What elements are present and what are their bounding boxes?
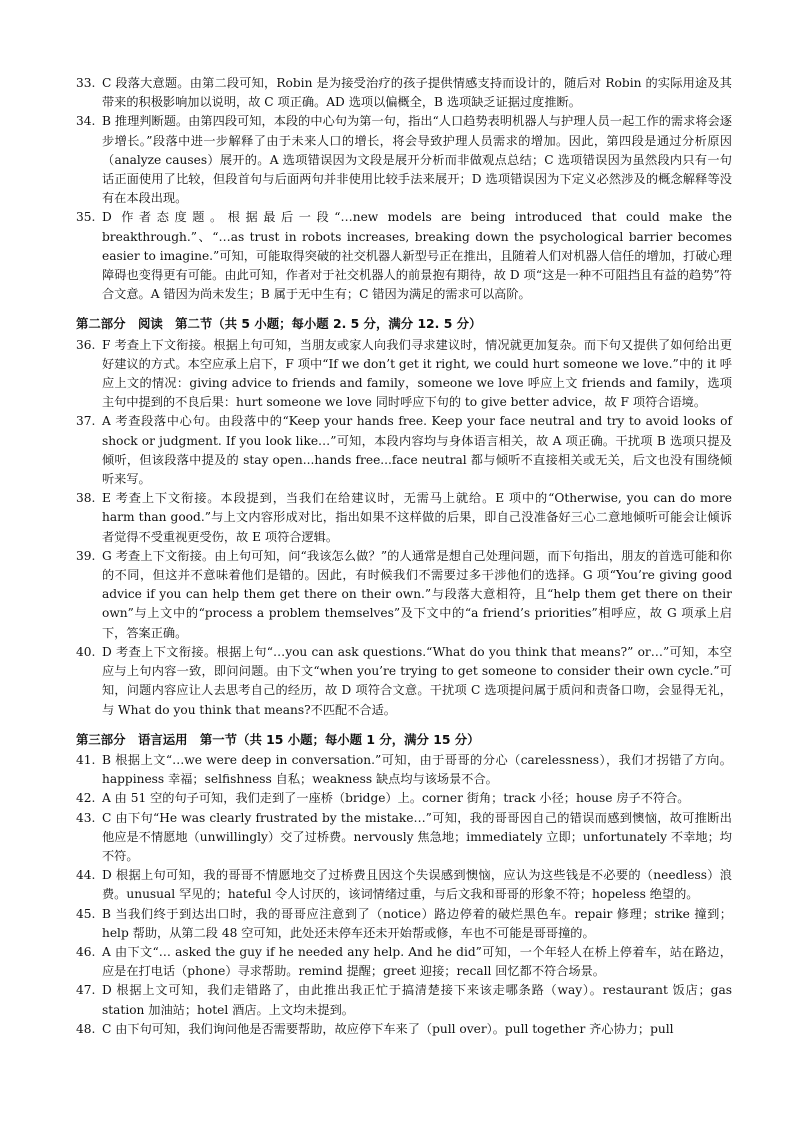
section-heading-reading-part-two: 第二部分 阅读 第二节（共 5 小题；每小题 2. 5 分，满分 12. 5 分）	[76, 316, 482, 332]
section-heading-language-use: 第三部分 语言运用 第一节（共 15 小题；每小题 1 分，满分 15 分）	[76, 731, 480, 747]
answer-item	[76, 905, 732, 943]
answer-item	[76, 943, 732, 981]
question-number: 33.	[76, 76, 96, 90]
answer-item	[76, 643, 732, 720]
question-number: 43.	[76, 810, 96, 825]
answer-item	[76, 412, 732, 489]
answer-item	[76, 336, 732, 413]
answer-explanation: B 当我们终于到达出口时，我的哥哥应注意到了（notice）路边停着的破烂黑色车。repair 修理；strike 撞到；help 帮助，从第二段 48 空可知，此处还未停车还未开始帮或修，车也不可能是哥哥撞的。	[102, 906, 732, 940]
question-number: 38.	[76, 491, 96, 506]
answer-explanation: D 根据上句可知，我的哥哥不情愿地交了过桥费且因这个失误感到懊恼，应认为这些钱是不必要的（needless）浪费。unusual 罕见的；hateful 令人讨厌的，该词情绪过重，与后文我和哥哥的形象不符；hopeless 绝望的。	[102, 868, 732, 902]
answer-explanation: C 由下句可知，我们询问他是否需要帮助，故应停下车来了（pull over）。pull together 齐心协力；pull	[102, 1021, 674, 1036]
answer-explanation: B 根据上文“…we were deep in conversation.”可知，由于哥哥的分心（carelessness），我们才拐错了方向。happiness 幸福；selfishness 自私；weakness 缺点均与该场景不合。	[102, 752, 732, 787]
answer-block-part-two	[76, 336, 732, 720]
question-number: 47.	[76, 983, 96, 998]
question-number: 35.	[76, 210, 96, 225]
answer-explanation: A 由 51 空的句子可知，我们走到了一座桥（bridge）上。corner 街角；track 小径；house 房子不符合。	[102, 791, 690, 806]
answer-item	[76, 809, 732, 867]
answer-item	[76, 1020, 732, 1039]
answer-explanation: C 由下句“He was clearly frustrated by the mistake…”可知，我的哥哥因自己的错误而感到懊恼，故可推断出他应是不情愿地（unwillingly）交了过桥费。nervously 焦急地；immediately 立即；unfortunately 不幸地；均不符。	[102, 810, 732, 863]
answer-item	[76, 789, 732, 808]
question-number: 45.	[76, 906, 96, 921]
answer-explanation: D 根据上文可知，我们走错路了，由此推出我正忙于搞清楚接下来该走哪条路（way）。restaurant 饭店；gas station 加油站；hotel 酒店。上文均未提到。	[102, 983, 732, 1017]
answer-item	[76, 112, 732, 208]
answer-explanation: A 由下文“… asked the guy if he needed any help. And he did”可知，一个年轻人在桥上停着车，站在路边，应是在打电话（phone）寻求帮助。remind 提醒；greet 迎接；recall 回忆都不符合场景。	[102, 944, 732, 979]
answer-explanation: A 考查段落中心句。由段落中的“Keep your hands free. Keep your face neutral and try to avoid looks of shock or judgment. If you look like…”可知，本段内容均与身体语言相关，故 A 项正确。干扰项 B 选项只提及倾听，但该段落中提及的 stay open...hands free...face neutral 都与倾听不直接相关或无关，后文也没有围绕倾听来写。	[102, 414, 732, 487]
answer-item	[76, 489, 732, 547]
answer-item	[76, 208, 732, 304]
question-number: 40.	[76, 644, 96, 659]
answer-explanation: G 考查上下文衔接。由上句可知，问“我该怎么做？”的人通常是想自己处理问题，而下句指出，朋友的首选可能和你的不同，但这并不意味着他们是错的。因此，有时候我们不需要过多干涉他们的选择。G 项“You’re giving good advice if you can help them get there on their own.”与段落大意相符，且“help them get there on their own”与上文中的“process a problem themselves”及下文中的“a friend’s priorities”相呼应，故 G 项承上启下，答案正确。	[102, 548, 732, 640]
answer-explanation: D 作者态度题。根据最后一段“…new models are being introduced that could make the breakthrough.”、“…as trust in robots increases, breaking down the psychological barrier becomes easier to imagine.”可知，可能取得突破的社交机器人新型号正在推出，且随着人们对机器人信任的增加，打破心理障碍也变得更有可能。由此可知，作者对于社交机器人的前景抱有期待，故 D 项“这是一种不可阻挡且有益的趋势”符合文意。A 错因为尚未发生；B 属于无中生有；C 错因为满足的需求可以高阶。	[102, 210, 732, 302]
answer-explanation: B 推理判断题。由第四段可知，本段的中心句为第一句，指出“人口趋势表明机器人与护理人员一起工作的需求将会逐步增长。”段落中进一步解释了由于未来人口的增长，将会导致护理人员需求的增加。因此，第四段是通过分析原因（analyze causes）展开的。A 选项错误因为文段是展开分析而非做观点总结；C 选项错误因为虽然段内只有一句话正面使用了比较，但段首句与后面两句并非使用比较手法来展开；D 选项错误因为下定义必然涉及的概念解释等没有在本段出现。	[102, 114, 732, 206]
answer-item	[76, 74, 732, 112]
answer-item	[76, 981, 732, 1019]
question-number: 41.	[76, 752, 96, 767]
answer-item	[76, 547, 732, 643]
question-number: 48.	[76, 1021, 96, 1036]
answer-block-part-three	[76, 751, 732, 1039]
answer-explanation: E 考查上下文衔接。本段提到，当我们在给建议时，无需马上就给。E 项中的“Otherwise, you can do more harm than good.”与上文内容形成对比，指出如果不这样做的后果，即自己没准备好三心二意地倾听可能会让倾诉者觉得不受重视更受伤，故 E 项符合逻辑。	[102, 491, 732, 544]
answer-explanation: C 段落大意题。由第二段可知，Robin 是为接受治疗的孩子提供情感支持而设计的，随后对 Robin 的实际用途及其带来的积极影响加以说明，故 C 项正确。AD 选项以偏概全，B 选项缺乏证据过度推断。	[102, 76, 732, 110]
question-number: 39.	[76, 548, 96, 563]
question-number: 34.	[76, 114, 96, 129]
answer-block-part-one	[76, 74, 732, 304]
question-number: 46.	[76, 944, 96, 959]
question-number: 36.	[76, 337, 96, 352]
question-number: 37.	[76, 414, 96, 429]
question-number: 42.	[76, 791, 96, 806]
question-number: 44.	[76, 868, 96, 883]
answer-item	[76, 751, 732, 789]
answer-key-page	[76, 74, 732, 1039]
answer-explanation: D 考查上下文衔接。根据上句“…you can ask questions.“What do you think that means?” or…”可知，本空应与上句内容一致，即问问题。由下文“when you’re trying to get someone to consider their own cycle.”可知，问题内容应让人去思考自己的经历，故 D 项符合文意。干扰项 C 选项提问属于质问和责备口吻，会显得无礼，与 What do you think that means?不匹配不合适。	[102, 644, 732, 717]
answer-item	[76, 866, 732, 904]
answer-explanation: F 考查上下文衔接。根据上句可知，当朋友或家人向我们寻求建议时，情况就更加复杂。而下句又提供了如何给出更好建议的方式。本空应承上启下，F 项中“If we don’t get it right, we could hurt someone we love.”中的 it 呼应上文的情况：giving advice to friends and family，someone we love 呼应上文 friends and family，选项主句中提到的不良后果：hurt someone we love 同时呼应下句的 to give better advice，故 F 项符合语境。	[102, 337, 732, 410]
